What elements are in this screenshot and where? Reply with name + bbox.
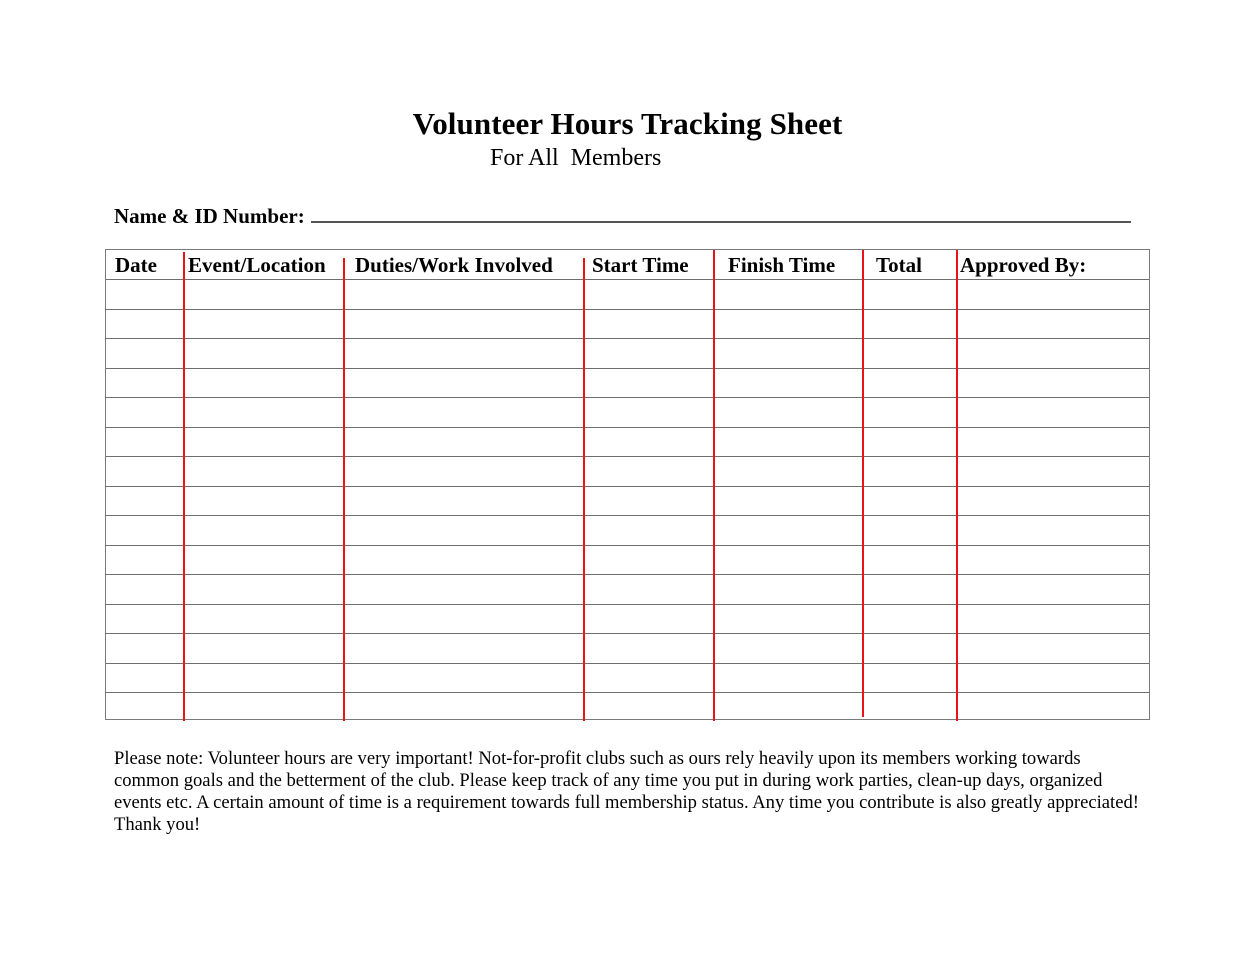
- page-title: Volunteer Hours Tracking Sheet: [412, 106, 843, 141]
- column-header-total: Total: [876, 253, 922, 277]
- table-row[interactable]: [106, 338, 1149, 368]
- table-row[interactable]: [106, 309, 1149, 339]
- table-row[interactable]: [106, 545, 1149, 575]
- table-row[interactable]: [106, 279, 1149, 309]
- name-id-input-line[interactable]: [311, 201, 1131, 223]
- hours-table: [105, 249, 1150, 720]
- table-row[interactable]: [106, 456, 1149, 486]
- table-row[interactable]: [106, 604, 1149, 634]
- name-id-label: Name & ID Number:: [114, 204, 305, 228]
- column-header-event-location: Event/Location: [188, 253, 326, 277]
- table-row[interactable]: [106, 574, 1149, 604]
- table-row[interactable]: [106, 397, 1149, 427]
- page-subtitle: For All Members: [490, 145, 662, 171]
- column-header-duties: Duties/Work Involved: [355, 253, 553, 277]
- table-row[interactable]: [106, 515, 1149, 545]
- table-row[interactable]: [106, 486, 1149, 516]
- table-row[interactable]: [106, 692, 1149, 721]
- table-row[interactable]: [106, 368, 1149, 398]
- name-id-field: [114, 201, 1131, 229]
- table-row[interactable]: [106, 427, 1149, 457]
- column-header-date: Date: [115, 253, 157, 277]
- table-row[interactable]: [106, 633, 1149, 663]
- footer-note: Please note: Volunteer hours are very important! Not-for-profit clubs such as ours rely heavily upon its members working towards common goals and the betterment of the club. Please keep track of any time you put in during work parties, clean-up days, organized events etc. A certain amount of time is a requirement towards full membership status. Any time you contribute is also greatly appreciated! Thank you!: [114, 748, 1139, 835]
- column-header-finish-time: Finish Time: [728, 253, 836, 277]
- column-header-approved-by: Approved By:: [960, 253, 1087, 277]
- column-header-start-time: Start Time: [592, 253, 689, 277]
- table-row[interactable]: [106, 663, 1149, 693]
